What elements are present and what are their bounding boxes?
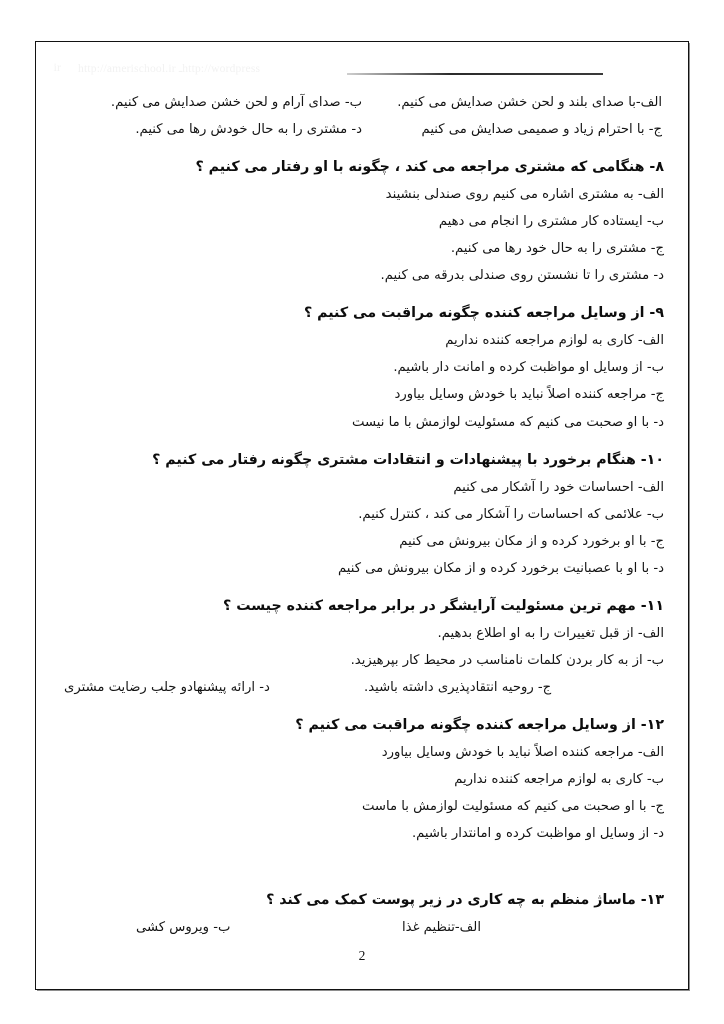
question-11-option-alef: الف- از قبل تغییرات را به او اطلاع بدهیم. xyxy=(437,625,664,641)
carryover-option-be: ب- صدای آرام و لحن خشن صدایش می کنیم. xyxy=(110,95,362,110)
carryover-option-dal: د- مشتری را به حال خودش رها می کنیم. xyxy=(135,122,362,138)
question-10-option-be: ب- علائمی که احساسات را آشکار می کند ، کنترل کنیم. xyxy=(358,506,664,522)
question-10-option-dal: د- با او با عصبانیت برخورد کرده و از مکان بیرونش می کنیم xyxy=(337,560,664,576)
question-8-option-alef: الف- به مشتری اشاره می کنیم روی صندلی بنشیند xyxy=(385,187,664,203)
spacer xyxy=(60,291,664,300)
question-13-option-alef: الف-تنظیم غذا xyxy=(402,920,481,936)
question-10-title: ۱۰- هنگام برخورد با پیشنهادات و انتقادات مشتری چگونه رفتار می کنیم ؟ xyxy=(152,451,664,468)
question-12-option-dal: د- از وسایل او مواظبت کرده و امانتدار باشیم. xyxy=(411,826,664,842)
question-12-option-be: ب- کاری به لوازم مراجعه کننده نداریم xyxy=(454,772,664,788)
question-11-option-jim: ج- روحیه انتقادپذیری داشته باشید. xyxy=(364,679,552,695)
question-9-option-alef: الف- کاری به لوازم مراجعه کننده نداریم xyxy=(445,333,664,349)
question-8-title: ۸- هنگامی که مشتری مراجعه می کند ، چگونه با او رفتار می کنیم ؟ xyxy=(195,159,664,176)
page-content xyxy=(38,43,686,988)
question-11-title: ۱۱- مهم ترین مسئولیت آرایشگر در برابر مراجعه کننده چیست ؟ xyxy=(223,597,664,614)
question-12-option-alef: الف- مراجعه کننده اصلاً نباید با خودش وسایل بیاورد xyxy=(381,744,664,760)
question-9-option-jim: ج- مراجعه کننده اصلاً نباید با خودش وسایل بیاورد xyxy=(394,387,664,403)
carryover-option-alef: الف-با صدای بلند و لحن خشن صدایش می کنیم. xyxy=(397,95,662,110)
spacer xyxy=(60,438,664,447)
question-9-title: ۹- از وسایل مراجعه کننده چگونه مراقبت می کنیم ؟ xyxy=(303,305,664,322)
question-10-block xyxy=(60,447,664,582)
question-13-options-row xyxy=(60,914,664,941)
question-9-option-dal: د- با او صحبت می کنیم که مسئولیت لوازمش با ما نیست xyxy=(352,414,664,430)
question-9-option-be: ب- از وسایل او مواظبت کرده و امانت دار باشیم. xyxy=(393,360,664,376)
question-13-block xyxy=(60,887,664,941)
question-11-option-be: ب- از به کار بردن کلمات نامناسب در محیط کار بپرهیزید. xyxy=(350,652,664,668)
question-12-title: ۱۲- از وسایل مراجعه کننده چگونه مراقبت می کنیم ؟ xyxy=(295,717,664,733)
question-11-block xyxy=(60,593,664,701)
question-13-title: ۱۳- ماساژ منظم به چه کاری در زیر پوست کمک می کند ؟ xyxy=(266,892,664,909)
question-13-option-be: ب- ویروس کشی xyxy=(136,920,231,936)
header-rule-line xyxy=(347,73,603,75)
question-9-block xyxy=(60,300,664,435)
question-12-block xyxy=(60,712,664,847)
question-10-option-alef: الف- احساسات خود را آشکار می کنیم xyxy=(453,479,664,495)
watermark-right-url: http://amerischool.ir ـhttp://wordpress xyxy=(78,63,261,75)
question-8-option-be: ب- ایستاده کار مشتری را انجام می دهیم xyxy=(438,214,664,230)
question-8-option-jim: ج- مشتری را به حال خود رها می کنیم. xyxy=(450,241,664,257)
carryover-option-jim: ج- با احترام زیاد و صمیمی صدایش می کنیم xyxy=(421,122,662,138)
watermark-left-text: ir xyxy=(53,62,61,74)
page-header-watermark xyxy=(53,59,664,85)
question-12-option-jim: ج- با او صحبت می کنیم که مسئولیت لوازمش با ماست xyxy=(361,799,664,815)
carryover-row-1 xyxy=(60,89,664,116)
question-10-option-jim: ج- با او برخورد کرده و از مکان بیرونش می کنیم xyxy=(399,533,664,549)
carryover-row-2 xyxy=(60,116,664,143)
question-8-block xyxy=(60,154,664,289)
carryover-options-block xyxy=(60,89,664,143)
spacer xyxy=(60,584,664,593)
page-number: 2 xyxy=(358,948,366,963)
question-11-split-options-row xyxy=(60,674,664,701)
spacer xyxy=(60,849,664,887)
spacer xyxy=(60,703,664,712)
question-8-option-dal: د- مشتری را تا نشستن روی صندلی بدرقه می کنیم. xyxy=(380,268,664,284)
spacer xyxy=(60,145,664,154)
question-11-option-dal: د- ارائه پیشنهادو جلب رضایت مشتری xyxy=(64,679,270,695)
